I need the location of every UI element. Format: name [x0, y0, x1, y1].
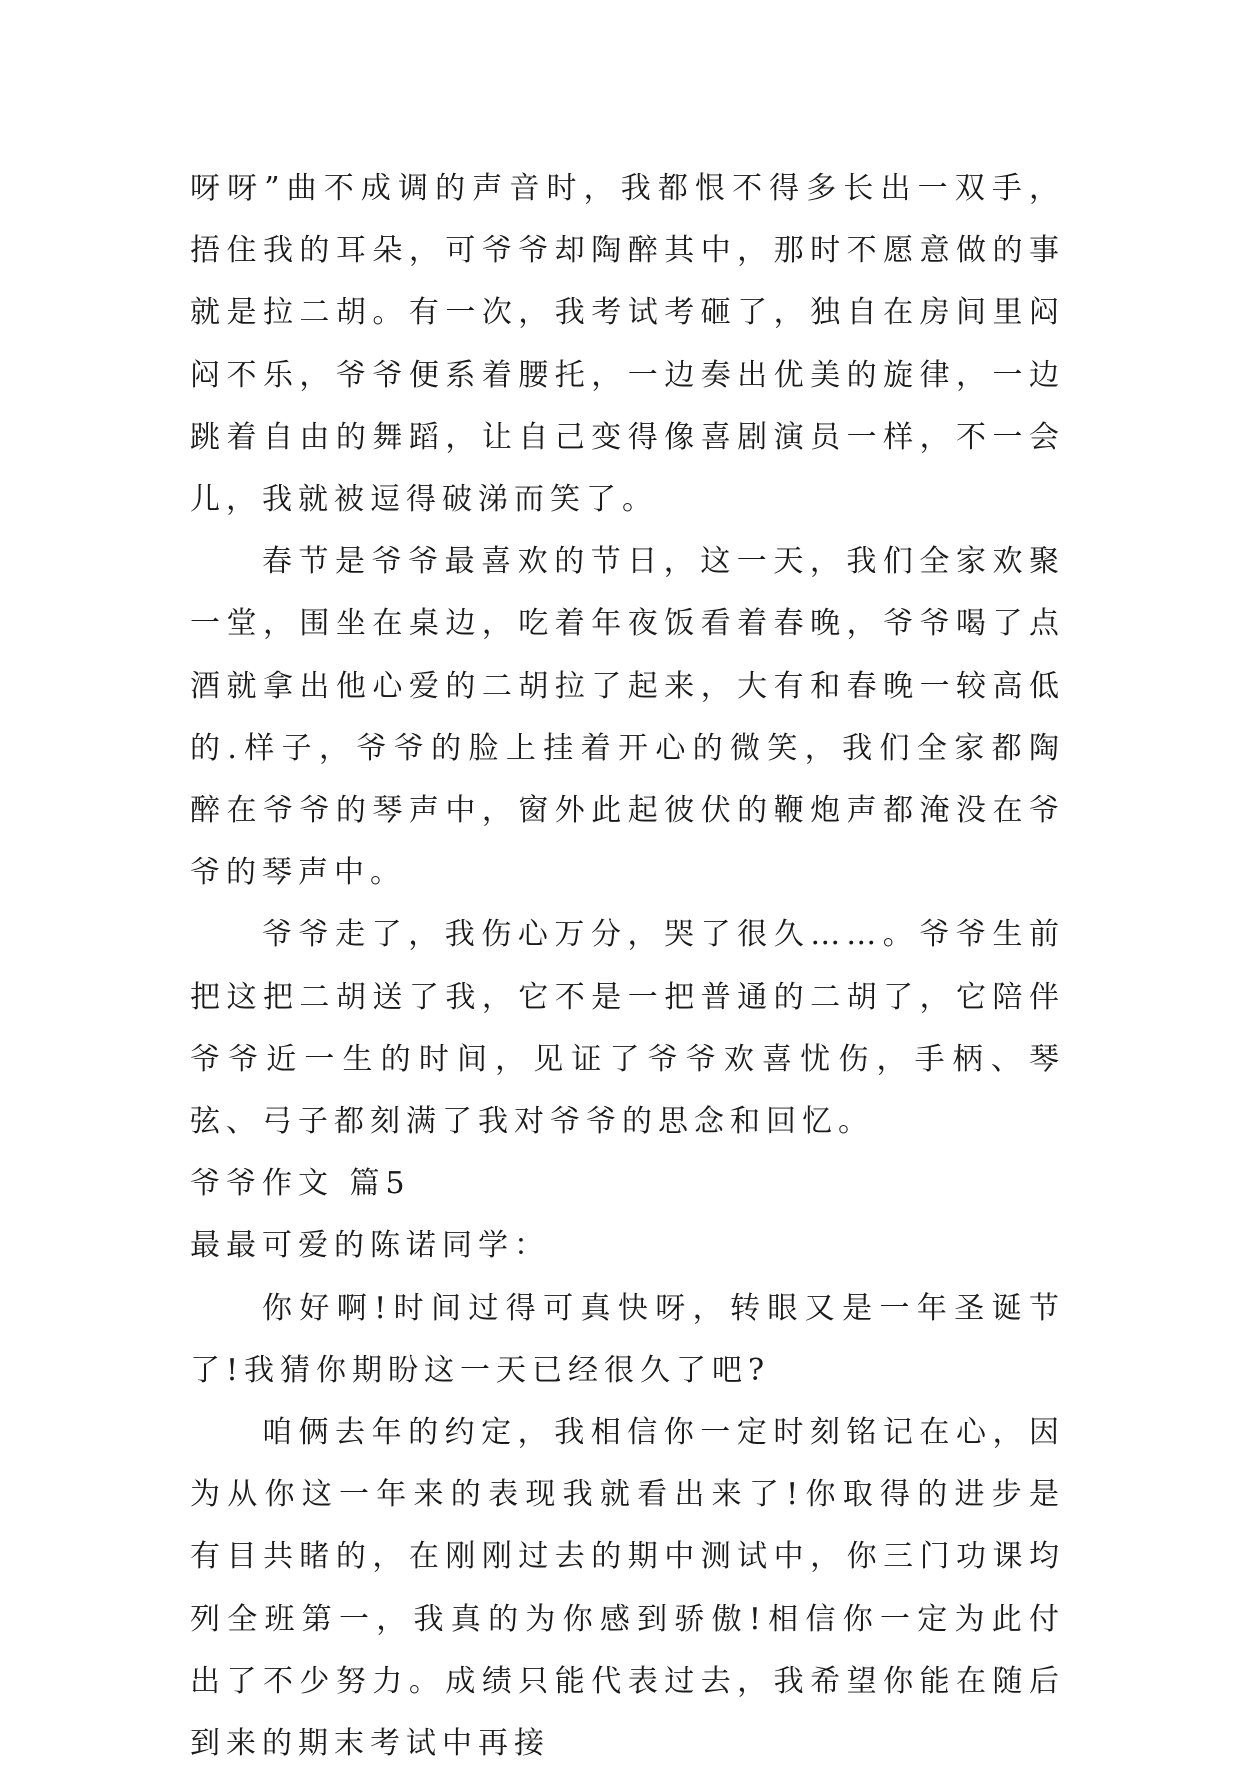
paragraph-4: 你好啊!时间过得可真快呀，转眼又是一年圣诞节了!我猜你期盼这一天已经很久了吧?: [190, 1290, 1065, 1388]
paragraph-2: 春节是爷爷最喜欢的节日，这一天，我们全家欢聚一堂，围坐在桌边，吃着年夜饭看着春晚，爷爷喝了点酒就拿出他心爱的二胡拉了起来，大有和春晚一较高低的.样子，爷爷的脸上挂着开心的微笑，我们全家都陶醉在爷爷的琴声中，窗外此起彼伏的鞭炮声都淹没在爷爷的琴声中。: [190, 544, 1065, 891]
paragraph-1: 呀呀”曲不成调的声音时，我都恨不得多长出一双手，捂住我的耳朵，可爷爷却陶醉其中，那时不愿意做的事就是拉二胡。有一次，我考试考砸了，独自在房间里闷闷不乐，爷爷便系着腰托，一边奏出优美的旋律，一边跳着自由的舞蹈，让自己变得像喜剧演员一样，不一会儿，我就被逗得破涕而笑了。: [190, 171, 1065, 518]
section-heading: 爷爷作文 篇5: [190, 1166, 411, 1202]
letter-salutation: 最最可爱的陈诺同学：: [190, 1228, 550, 1264]
paragraph-5: 咱俩去年的约定，我相信你一定时刻铭记在心，因为从你这一年来的表现我就看出来了!你取得的进步是有目共睹的，在刚刚过去的期中测试中，你三门功课均列全班第一，我真的为你感到骄傲!相信你一定为此付出了不少努力。成绩只能代表过去，我希望你能在随后到来的期末考试中再接: [190, 1415, 1065, 1762]
document-body: [190, 158, 1065, 1775]
paragraph-3: 爷爷走了，我伤心万分，哭了很久……。爷爷生前把这把二胡送了我，它不是一把普通的二胡了，它陪伴爷爷近一生的时间，见证了爷爷欢喜忧伤，手柄、琴弦、弓子都刻满了我对爷爷的思念和回忆。: [190, 917, 1065, 1140]
